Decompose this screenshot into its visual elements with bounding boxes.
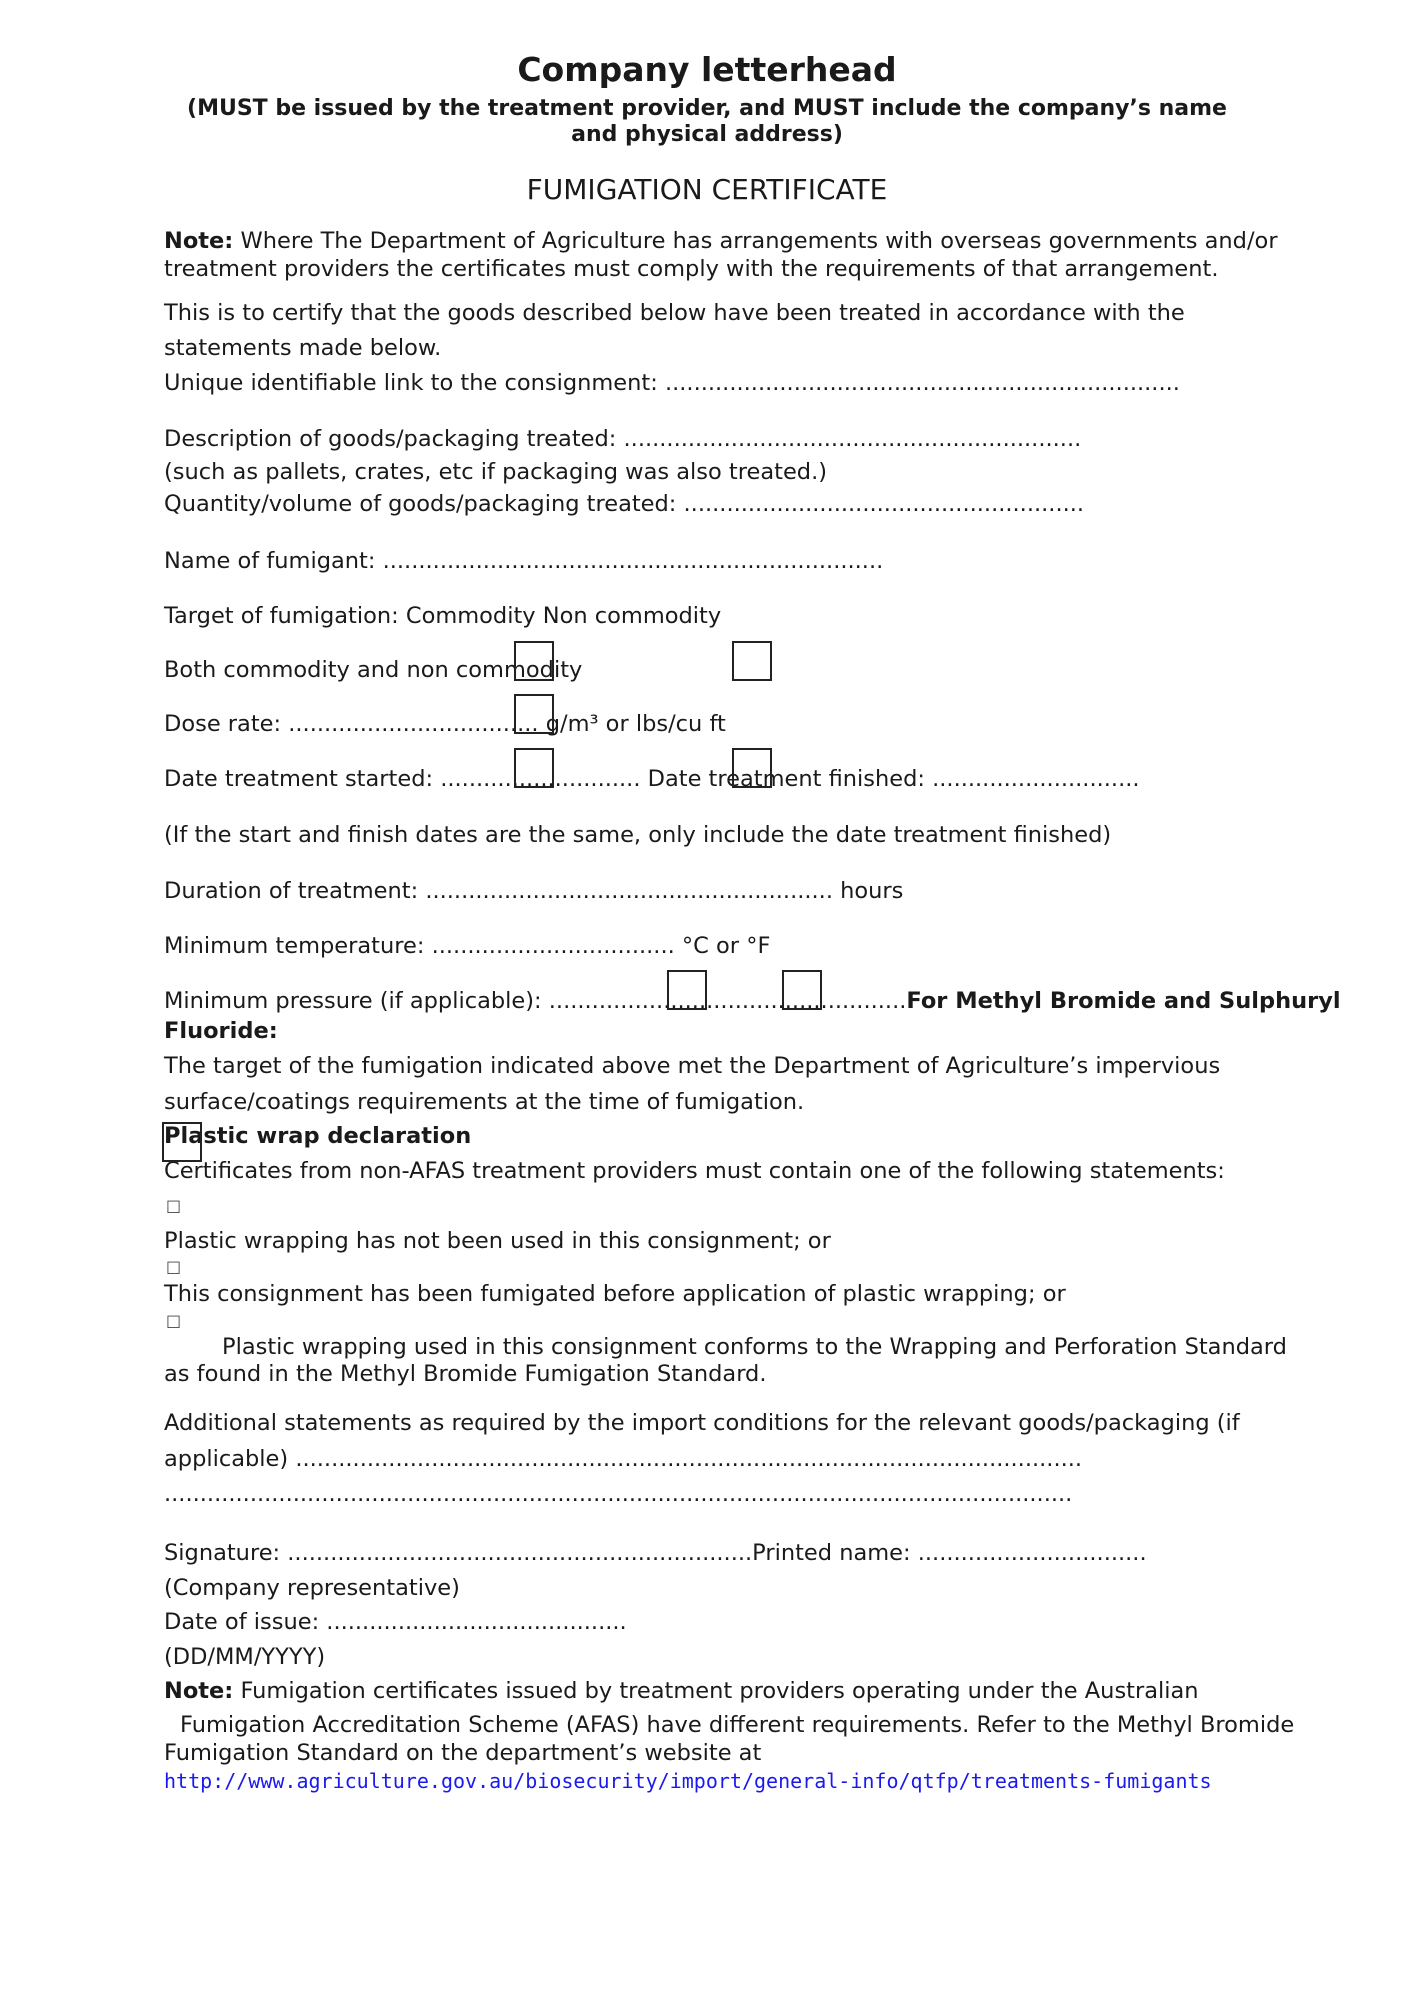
target-field: Target of fumigation: Commodity Non commodity (164, 603, 722, 629)
description-field: Description of goods/packaging treated: ................................................................ (164, 426, 1082, 452)
min-pressure-text: Minimum pressure (if applicable): .................................................. (164, 988, 907, 1014)
impervious-line2: surface/coatings requirements at the time of fumigation. (164, 1089, 805, 1115)
note2-line2: Fumigation Accreditation Scheme (AFAS) have different requirements. Refer to the Methyl Bromide (180, 1712, 1295, 1738)
date-finished-box[interactable] (732, 748, 772, 788)
quantity-field: Quantity/volume of goods/packaging treated: ........................................................ (164, 491, 1085, 517)
signature-field: Signature: .................................................................Printed name: ................................ (164, 1540, 1147, 1566)
dose-rate-field: Dose rate: ................................... g/m³ or lbs/cu ft (164, 711, 726, 737)
plastic-option1: Plastic wrapping has not been used in this consignment; or (164, 1228, 831, 1254)
plastic-option3-line1: Plastic wrapping used in this consignment conforms to the Wrapping and Perforation Standard (222, 1334, 1287, 1360)
mb-sf-heading-line2: Fluoride: (164, 1018, 278, 1044)
date-started-box[interactable] (514, 748, 554, 788)
dates-note: (If the start and finish dates are the same, only include the date treatment finished) (164, 822, 1112, 848)
plastic-option2-checkbox[interactable]: □ (166, 1257, 182, 1276)
certify-line1: This is to certify that the goods described below have been treated in accordance with the (164, 300, 1185, 326)
impervious-checkbox[interactable] (162, 1122, 202, 1162)
consignment-link-field: Unique identifiable link to the consignment: ........................................................................ (164, 370, 1180, 396)
additional-line3: ............................................................................................................................... (164, 1481, 1073, 1507)
description-note: (such as pallets, crates, etc if packaging was also treated.) (164, 459, 828, 485)
treatment-dates-field: Date treatment started: ............................ Date treatment finished: ............................. (164, 766, 1140, 792)
plastic-option2: This consignment has been fumigated before application of plastic wrapping; or (164, 1281, 1066, 1307)
fumigants-link[interactable]: http://www.agriculture.gov.au/biosecurity/import/general-info/qtfp/treatments-fumigants (164, 1769, 1212, 1793)
note-paragraph-1 (164, 228, 1278, 255)
note2-text: Fumigation certificates issued by treatment providers operating under the Australian (233, 1678, 1199, 1704)
both-commodity-checkbox[interactable] (514, 694, 554, 734)
additional-line2: applicable) .............................................................................................................. (164, 1446, 1083, 1472)
non-commodity-checkbox[interactable] (732, 641, 772, 681)
min-pressure-field (164, 988, 1341, 1015)
plastic-wrap-heading: Plastic wrap declaration (164, 1123, 472, 1149)
fahrenheit-box[interactable] (782, 970, 822, 1010)
note2-label: Note: (164, 1678, 234, 1704)
fumigant-field: Name of fumigant: ...................................................................... (164, 548, 884, 574)
both-commodity-field: Both commodity and non commodity (164, 657, 583, 683)
certify-line2: statements made below. (164, 335, 442, 361)
date-format-label: (DD/MM/YYYY) (164, 1644, 326, 1670)
note-text-line2: treatment providers the certificates must comply with the requirements of that arrangement. (164, 256, 1219, 282)
celsius-box[interactable] (667, 970, 707, 1010)
letterhead-subtitle-line2: and physical address) (571, 122, 843, 147)
date-of-issue-field: Date of issue: .......................................... (164, 1609, 627, 1635)
duration-field: Duration of treatment: ......................................................... hours (164, 878, 904, 904)
note-paragraph-2 (164, 1678, 1199, 1705)
additional-line1: Additional statements as required by the import conditions for the relevant goods/packaging (if (164, 1410, 1240, 1436)
note2-line3: Fumigation Standard on the department’s website at (164, 1740, 762, 1766)
company-representative-label: (Company representative) (164, 1575, 460, 1601)
plastic-option3-checkbox[interactable]: □ (166, 1311, 182, 1330)
min-temperature-field: Minimum temperature: .................................. °C or °F (164, 933, 771, 959)
mb-sf-heading: For Methyl Bromide and Sulphuryl (906, 988, 1341, 1014)
plastic-option1-checkbox[interactable]: □ (166, 1196, 182, 1215)
plastic-option3-line2: as found in the Methyl Bromide Fumigation Standard. (164, 1361, 767, 1387)
plastic-wrap-intro: Certificates from non-AFAS treatment providers must contain one of the following statements: (164, 1158, 1225, 1184)
document-title: FUMIGATION CERTIFICATE (526, 173, 888, 206)
letterhead-title: Company letterhead (517, 50, 897, 89)
impervious-line1: The target of the fumigation indicated above met the Department of Agriculture’s impervious (164, 1053, 1221, 1079)
note-text: Where The Department of Agriculture has arrangements with overseas governments and/or (233, 228, 1278, 254)
commodity-checkbox[interactable] (514, 641, 554, 681)
letterhead-subtitle-line1: (MUST be issued by the treatment provider, and MUST include the company’s name (187, 96, 1227, 121)
note-label: Note: (164, 228, 234, 254)
